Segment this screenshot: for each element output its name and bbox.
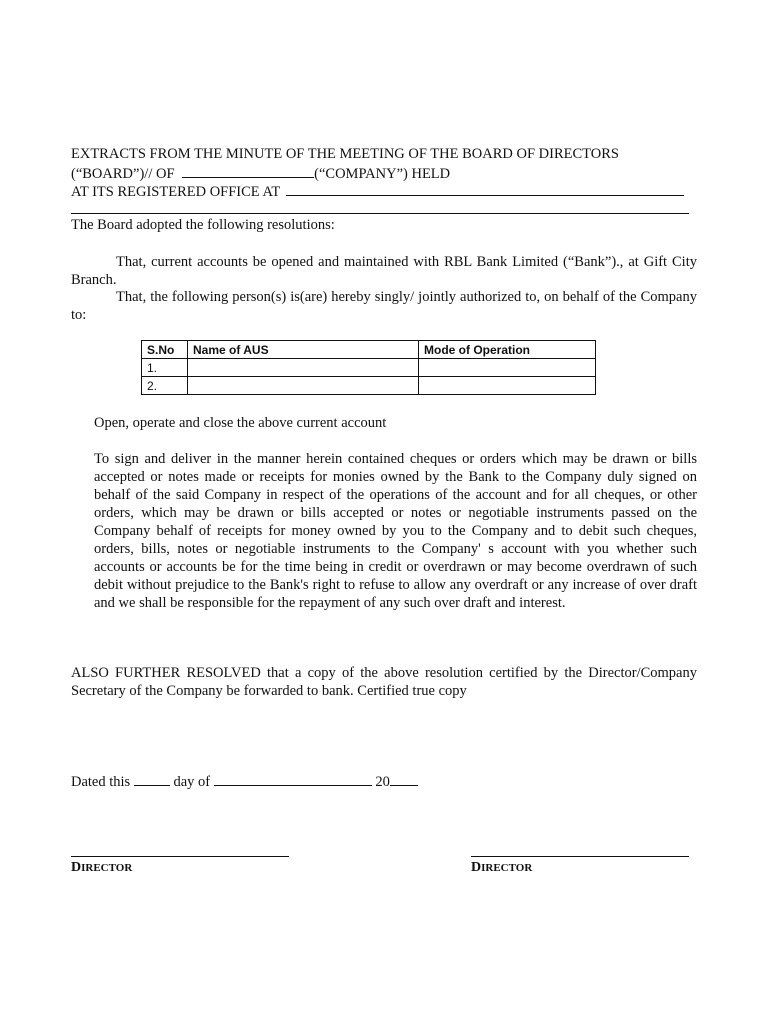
document-heading: EXTRACTS FROM THE MINUTE OF THE MEETING OF THE BOARD OF DIRECTORS xyxy=(71,146,619,162)
authorized-signatories-table xyxy=(141,340,596,395)
row-sno: 2. xyxy=(142,377,188,395)
table-row xyxy=(142,377,596,395)
right-director-label: DIRECTOR xyxy=(471,860,533,875)
intro-text: The Board adopted the following resolutions: xyxy=(71,217,335,233)
dated-day-of: day of xyxy=(173,774,211,790)
row-mode-of-operation xyxy=(419,377,596,395)
resolution-accounts: That, current accounts be opened and maintained with RBL Bank Limited (“Bank”)., at Gift City Branch. xyxy=(71,254,697,288)
registered-office-label: AT ITS REGISTERED OFFICE AT xyxy=(71,184,280,200)
registered-office-line xyxy=(71,181,684,201)
open-operate-clause: Open, operate and close the above current account xyxy=(94,415,387,431)
table-row xyxy=(142,359,596,377)
dated-year-prefix: 20 xyxy=(375,774,390,790)
table-header-row xyxy=(142,341,596,359)
resolution-authorization: That, the following person(s) is(are) hereby singly/ jointly authorized to, on behalf of the Company to: xyxy=(71,289,697,323)
address-continuation-blank xyxy=(71,213,689,214)
month-blank xyxy=(214,771,372,786)
day-blank xyxy=(134,771,170,786)
dated-line xyxy=(71,771,418,791)
left-signature-line xyxy=(71,856,289,857)
registered-office-blank xyxy=(286,181,684,196)
left-director-label: DIRECTOR xyxy=(71,860,133,875)
row-mode-of-operation xyxy=(419,359,596,377)
board-of-line xyxy=(71,163,450,183)
also-resolved-clause: ALSO FURTHER RESOLVED that a copy of the above resolution certified by the Director/Company Secretary of the Company be forwarded to bank. Certified true copy xyxy=(71,665,697,699)
board-label: (“BOARD”)// OF xyxy=(71,166,175,182)
header-sno: S.No xyxy=(142,341,188,359)
dated-prefix: Dated this xyxy=(71,774,131,790)
header-name-of-aus: Name of AUS xyxy=(188,341,419,359)
sign-deliver-clause: To sign and deliver in the manner herein contained cheques or orders which may be drawn or bills accepted or notes made or receipts for monies owned by the Bank to the Company duly signed on behalf of the said Company in respect of the operations of the account and for all cheques, or other orders, which may be drawn or bills accepted or notes or negotiable instruments passed on the Company behalf of receipts for money owned by you to the Company and to debit such cheques, orders, bills, notes or negotiable instruments to the Company' s account with you whether such accounts or accounts be for the time being in credit or overdrawn or may become overdrawn of such debit without prejudice to the Bank's right to refuse to allow any overdraft or any increase of over draft and we shall be responsible for the repayment of any such over draft and interest. xyxy=(94,451,697,611)
row-sno: 1. xyxy=(142,359,188,377)
year-blank xyxy=(390,771,418,786)
row-name-of-aus xyxy=(188,359,419,377)
right-signature-line xyxy=(471,856,689,857)
header-mode-of-operation: Mode of Operation xyxy=(419,341,596,359)
company-label: (“COMPANY”) HELD xyxy=(314,166,451,182)
company-name-blank xyxy=(182,163,314,178)
row-name-of-aus xyxy=(188,377,419,395)
